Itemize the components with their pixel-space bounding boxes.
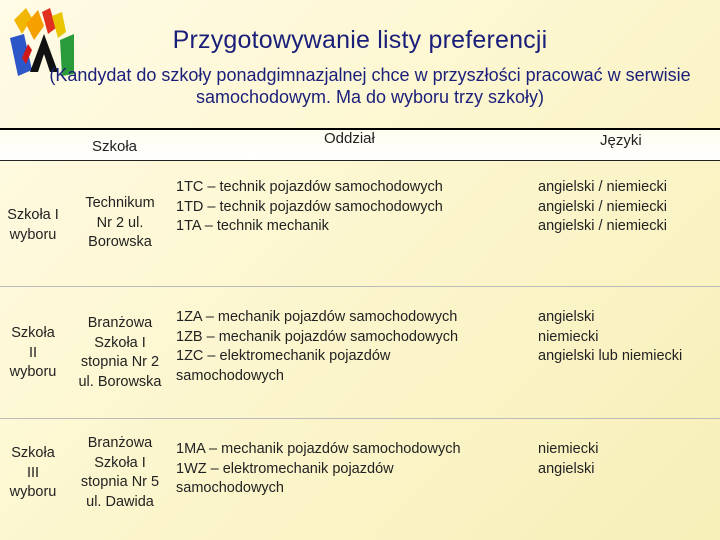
oddzial-desc: samochodowych: [176, 480, 284, 496]
row-szkola-line: Szkoła I: [94, 454, 146, 471]
header-oddzial: Oddział: [324, 130, 375, 147]
row-wybor-line: Szkoła I: [7, 207, 59, 223]
table-header: [0, 128, 720, 161]
oddzial-desc: – technik pojazdów samochodowych: [203, 198, 443, 215]
preferences-table: [0, 128, 720, 528]
row-wybor: [2, 444, 64, 503]
oddzial-code: 1TD: [176, 198, 204, 215]
oddzial-code: 1WZ: [176, 460, 207, 477]
oddzial-desc: – elektromechanik pojazdów: [203, 348, 391, 364]
table-row: [0, 286, 720, 419]
row-wybor-line: wyboru: [9, 364, 57, 380]
oddzial-code: 1TA: [176, 218, 201, 234]
oddzial-line: [176, 328, 516, 348]
oddzial-desc: – mechanik pojazdów samochodowych: [202, 328, 459, 345]
oddzial-line: [176, 198, 516, 218]
row-szkola-line: ul. Dawida: [86, 493, 154, 510]
row-szkola-line: Branżowa: [87, 315, 153, 331]
oddzial-line: [176, 178, 516, 198]
row-szkola-line: ul. Borowska: [78, 373, 162, 390]
oddzial-desc: – mechanik pojazdów samochodowych: [201, 309, 458, 325]
row-szkola: [66, 314, 174, 392]
row-wybor: [2, 206, 64, 245]
jezyk-line: niemiecki: [538, 328, 599, 345]
oddzial-desc: – mechanik pojazdów samochodowych: [205, 441, 461, 457]
jezyk-line: angielski / niemiecki: [538, 218, 667, 234]
row-wybor-line: II: [28, 344, 38, 361]
oddzial-line: [176, 479, 516, 499]
row-szkola-line: Borowska: [88, 234, 152, 250]
row-szkola-line: stopnia Nr 2: [80, 354, 160, 370]
row-wybor: [2, 324, 64, 383]
row-jezyki: [538, 308, 718, 367]
row-szkola: [72, 194, 168, 253]
jezyk-line: angielski: [538, 460, 595, 477]
row-szkola-line: Technikum: [85, 195, 155, 211]
row-szkola: [66, 434, 174, 512]
page-subtitle: (Kandydat do szkoły ponadgimnazjalnej chce w przyszłości pracować w serwisie samochodowym. Ma do wyboru trzy szkoły): [49, 65, 691, 107]
oddzial-code: 1TC: [176, 179, 204, 195]
row-szkola-line: Branżowa: [87, 435, 153, 451]
jezyk-line: angielski: [538, 309, 595, 325]
table-row: [0, 160, 720, 287]
oddzial-desc: – elektromechanik pojazdów: [206, 460, 394, 477]
row-oddzial: [176, 308, 516, 386]
row-szkola-line: stopnia Nr 5: [80, 474, 160, 490]
row-oddzial: [176, 178, 516, 237]
oddzial-line: [176, 440, 516, 460]
row-jezyki: [538, 178, 718, 237]
row-wybor-line: III: [26, 464, 40, 481]
row-oddzial: [176, 440, 516, 499]
header-jezyki: Języki: [600, 132, 642, 149]
row-szkola-line: Szkoła I: [94, 334, 146, 351]
table-row: [0, 418, 720, 528]
header-szkola: Szkoła: [92, 138, 138, 155]
oddzial-desc: samochodowych: [176, 367, 284, 384]
jezyk-line: angielski / niemiecki: [538, 198, 667, 215]
row-wybor-line: Szkoła: [11, 445, 55, 461]
oddzial-code: 1ZB: [176, 328, 203, 345]
oddzial-desc: – technik mechanik: [200, 218, 329, 234]
jezyk-line: niemiecki: [538, 441, 599, 457]
oddzial-line: [176, 460, 516, 480]
page-title: Przygotowywanie listy preferencji: [172, 26, 548, 54]
row-wybor-line: wyboru: [9, 226, 57, 243]
row-szkola-line: Nr 2 ul.: [96, 214, 144, 231]
row-wybor-line: Szkoła: [11, 325, 55, 341]
oddzial-line: [176, 308, 516, 328]
oddzial-code: 1MA: [176, 441, 206, 457]
jezyk-line: angielski lub niemiecki: [538, 348, 683, 364]
row-wybor-line: wyboru: [9, 484, 57, 500]
oddzial-desc: – technik pojazdów samochodowych: [203, 179, 443, 195]
oddzial-line: [176, 367, 516, 387]
oddzial-code: 1ZA: [176, 309, 202, 325]
row-jezyki: [538, 440, 718, 479]
oddzial-line: [176, 347, 516, 367]
oddzial-code: 1ZC: [176, 348, 204, 364]
oddzial-line: [176, 217, 516, 237]
jezyk-line: angielski / niemiecki: [538, 179, 667, 195]
